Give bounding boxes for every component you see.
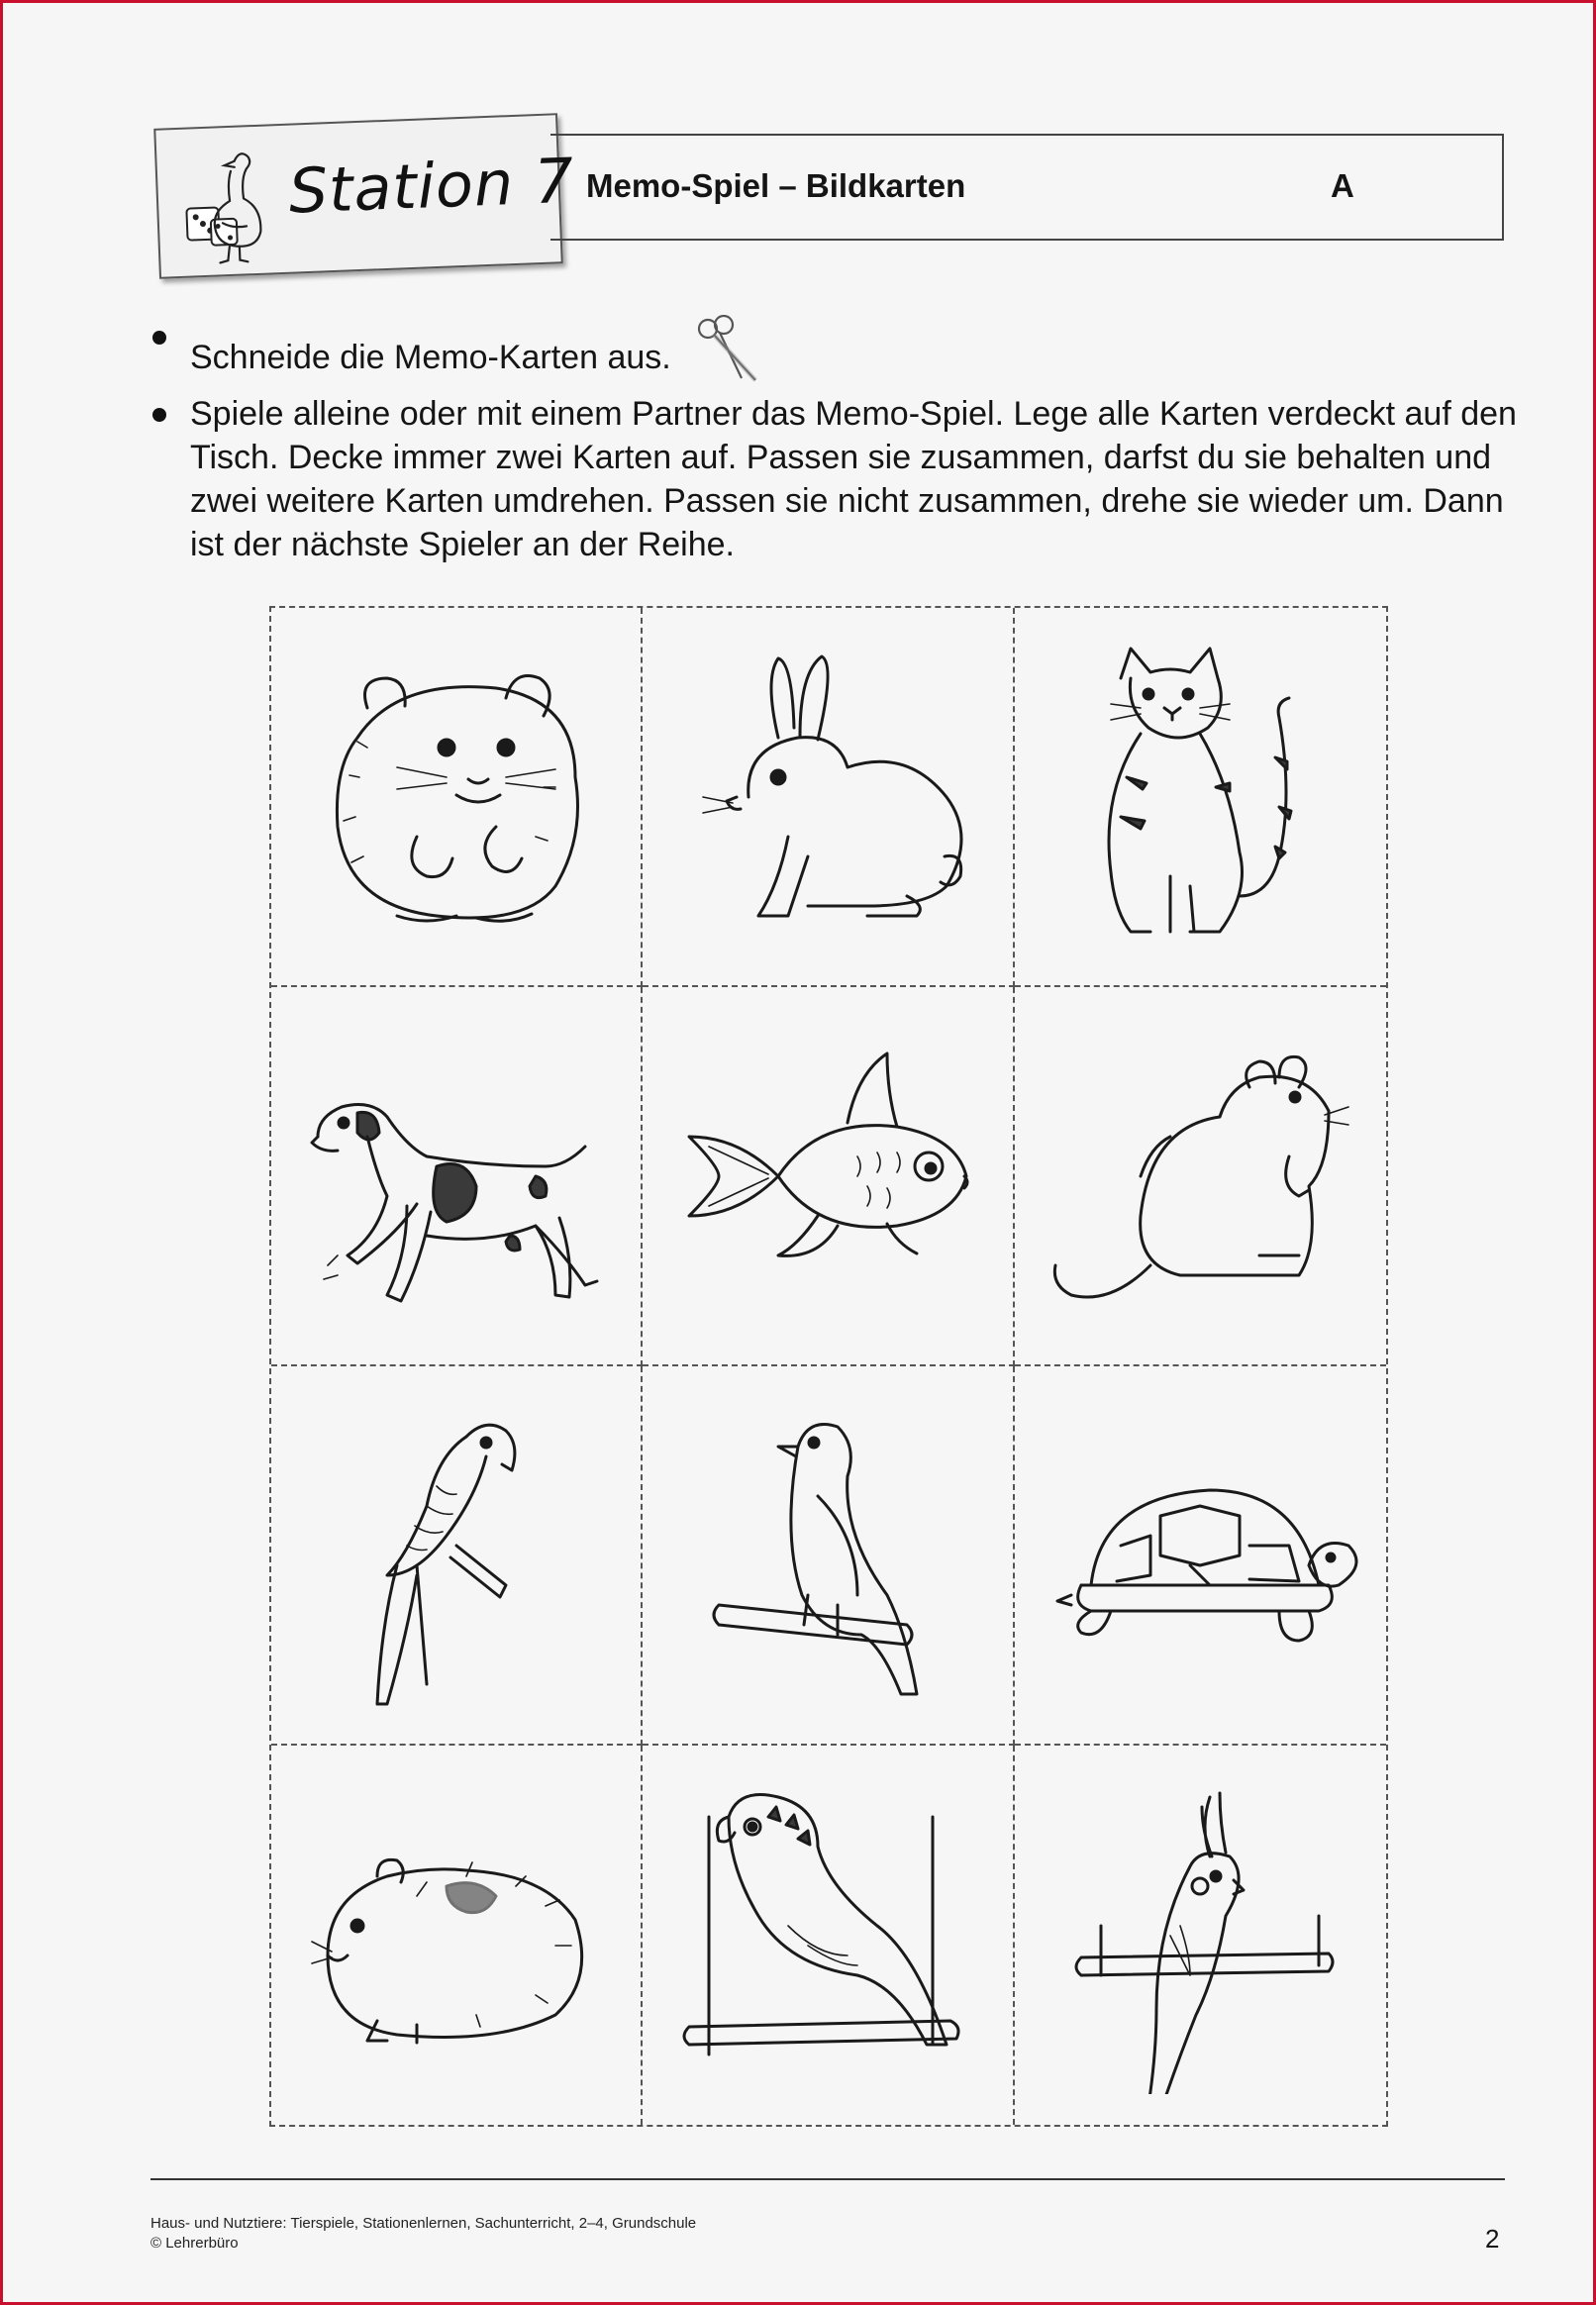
goldfish-icon — [669, 1018, 986, 1335]
tortoise-icon — [1042, 1397, 1358, 1714]
instruction-text: Schneide die Memo-Karten aus. — [190, 339, 671, 376]
rabbit-icon — [669, 639, 986, 955]
bullet — [152, 408, 166, 422]
memo-card[interactable] — [271, 608, 643, 987]
parrot-icon — [298, 1397, 615, 1714]
memo-card[interactable] — [643, 1366, 1014, 1746]
budgie-icon — [669, 1777, 986, 2094]
footer-line-2: © Lehrerbüro — [150, 2235, 239, 2252]
instruction-item — [150, 315, 1517, 386]
station-tag — [153, 113, 576, 279]
goose-icon — [212, 153, 262, 263]
memo-card[interactable] — [1015, 1746, 1386, 2125]
memo-card[interactable] — [643, 608, 1014, 987]
memo-card[interactable] — [1015, 1366, 1386, 1746]
footer-rule — [150, 2178, 1505, 2180]
page-title: Memo-Spiel – Bildkarten — [586, 167, 966, 204]
dog-icon — [298, 1018, 615, 1335]
footer-credits — [150, 2214, 696, 2254]
bullet — [152, 331, 166, 345]
station-label: Station 7 — [287, 144, 576, 228]
memo-card[interactable] — [643, 1746, 1014, 2125]
scissors-icon — [694, 315, 765, 386]
memo-card[interactable] — [271, 1366, 643, 1746]
memo-card[interactable] — [271, 987, 643, 1366]
cat-icon — [1042, 639, 1358, 955]
instruction-text: Spiele alleine oder mit einem Partner das Memo-Spiel. Lege alle Karten verdeckt auf den Tisch. Decke immer zwei Karten auf. Passen sie zusammen, darfst du sie behalten und zwei weitere Karten umdrehen. Passen sie nicht zusammen, drehe sie wieder um. Dann ist der nächste Spieler an der Reihe. — [190, 395, 1517, 563]
cockatiel-icon — [1042, 1777, 1358, 2094]
title-box — [550, 134, 1504, 241]
footer-line-1: Haus- und Nutztiere: Tierspiele, Stationenlernen, Sachunterricht, 2–4, Grundschule — [150, 2215, 697, 2232]
memo-card[interactable] — [1015, 608, 1386, 987]
memo-card[interactable] — [1015, 987, 1386, 1366]
memo-card[interactable] — [271, 1746, 643, 2125]
level-label: A — [1331, 167, 1354, 204]
hamster-icon — [298, 639, 615, 955]
instruction-item — [150, 392, 1517, 566]
mouse-icon — [1042, 1018, 1358, 1335]
instructions — [150, 315, 1517, 572]
page-number: 2 — [1485, 2224, 1500, 2254]
memo-card-grid — [269, 606, 1388, 2127]
memo-card[interactable] — [643, 987, 1014, 1366]
guinea-pig-icon — [298, 1777, 615, 2094]
canary-icon — [669, 1397, 986, 1714]
